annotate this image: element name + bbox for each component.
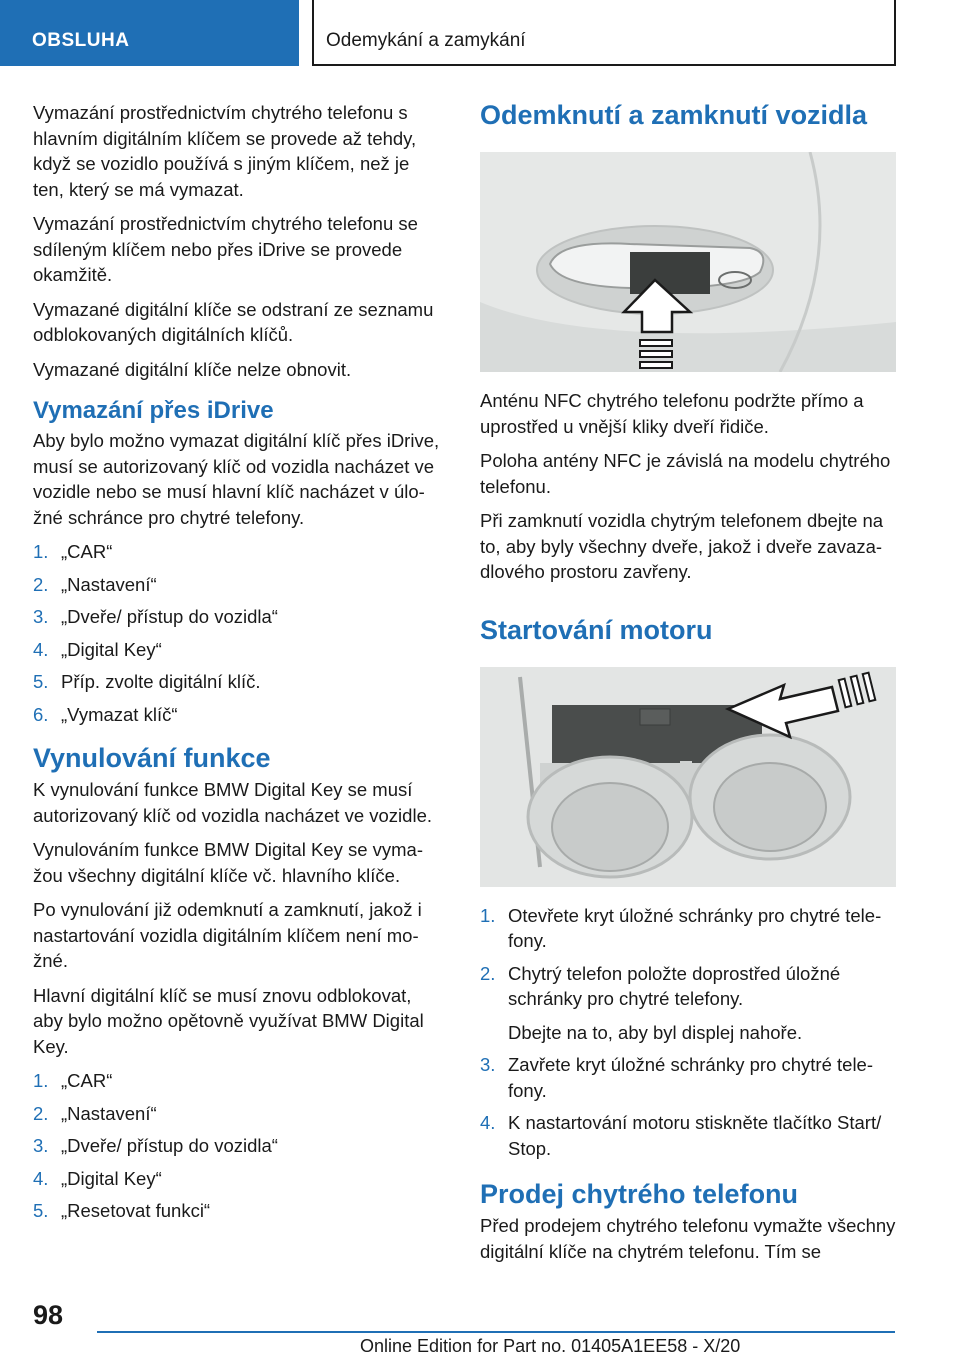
intro-paragraph: Vymazané digitální klíče se odstraní ze seznamu odblokovaných digitálních klíčů. [33,298,434,345]
step-number: 4. [480,1112,496,1133]
step-number: 1. [480,904,496,926]
list-item [33,1166,443,1192]
list-item [480,1052,898,1103]
step-note: Dbejte na to, aby byl displej nahoře. [508,1021,803,1043]
list-item [33,637,443,663]
idrive-heading: Vymazání přes iDrive [33,397,274,424]
start-steps [480,903,898,1162]
step-text: „Digital Key“ [61,638,162,660]
list-item [33,1133,443,1159]
step-text: „CAR“ [61,1070,113,1091]
step-number: 3. [33,1135,49,1156]
step-number: 2. [33,1102,49,1124]
right-column [480,100,898,1273]
reset-steps [33,1068,443,1224]
list-item [33,604,443,630]
intro-paragraph: Vymazání prostřednictvím chytrého telefonu s hlavním digitálním klíčem se provede až tehdy, když se vozidlo používá s jiným klíčem, než je ten, který se má vymazat. [33,102,417,200]
step-text: K nastartování motoru stiskněte tlačítko Start/ Stop. [508,1112,882,1159]
step-text: „Vymazat klíč“ [61,703,178,725]
list-item [33,539,443,565]
list-item [480,961,898,1046]
step-number: 1. [33,541,49,562]
unlock-paragraph: Při zamknutí vozidla chytrým telefonem dbejte na to, aby byly všechny dveře, jakož i dveře zavazadlového prostoru zavřeny. [480,510,884,582]
phone-tray-drawing [480,667,896,887]
start-heading: Startování motoru [480,614,713,645]
list-item [33,1068,443,1094]
step-text: Chytrý telefon položte doprostřed úložné schránky pro chytré telefony. [508,962,841,1009]
door-handle-drawing [480,152,896,372]
list-item [33,1198,443,1224]
reset-paragraph: Hlavní digitální klíč se musí znovu odblokovat, aby bylo možno opětovně využívat BMW Digital Key. [33,984,424,1057]
list-item [33,702,443,728]
step-number: 4. [33,638,49,660]
page-header [0,0,960,66]
chapter-title: Odemykání a zamykání [312,0,896,66]
step-text: „Dveře/ přístup do vozidla“ [61,606,278,627]
step-number: 3. [480,1054,496,1075]
list-item [33,572,443,598]
idrive-paragraph: Aby bylo možno vymazat digitální klíč přes iDrive, musí se autorizovaný klíč od vozidla nacházet ve vozidle nebo se musí hlavní klíč nacházet v úložné schránce pro chytré telefony. [33,430,440,528]
door-handle-illustration [480,152,896,372]
step-number: 1. [33,1070,49,1091]
step-text: Příp. zvolte digitální klíč. [61,671,261,692]
unlock-heading: Odemknutí a zamknutí vozidla [480,100,868,130]
step-text: „Nastavení“ [61,1102,157,1124]
list-item [480,1110,898,1161]
section-tab: OBSLUHA [0,0,299,66]
reset-paragraph: Po vynulování již odemknutí a zamknutí, jakož i nastartování vozidla digitálním klíčem není možné. [33,899,422,971]
phone-tray-illustration [480,667,896,887]
step-number: 6. [33,703,49,725]
step-text: „Digital Key“ [61,1167,162,1189]
unlock-paragraph: Anténu NFC chytrého telefonu podržte přímo a uprostřed u vnější kliky dveří řidiče. [480,390,864,437]
intro-paragraph: Vymazané digitální klíče nelze obnovit. [33,358,352,380]
step-text: „Resetovat funkci“ [61,1200,211,1221]
page-number: 98 [33,1300,64,1330]
step-number: 3. [33,606,49,627]
step-number: 2. [33,573,49,595]
footer-divider [97,1331,895,1333]
reset-heading: Vynulování funkce [33,743,271,773]
list-item [480,903,898,954]
step-number: 5. [33,1200,49,1221]
list-item [33,669,443,695]
step-text: „Dveře/ přístup do vozidla“ [61,1135,278,1156]
edition-note: Online Edition for Part no. 01405A1EE58 - X/20 [360,1336,741,1356]
step-text: Zavřete kryt úložné schránky pro chytré telefony. [508,1054,874,1101]
step-text: „Nastavení“ [61,573,157,595]
step-number: 4. [33,1167,49,1189]
reset-paragraph: K vynulování funkce BMW Digital Key se musí autorizovaný klíč od vozidla nacházet ve vozidle. [33,779,432,826]
list-item [33,1101,443,1127]
sell-heading: Prodej chytrého telefonu [480,1179,799,1209]
sell-paragraph: Před prodejem chytrého telefonu vymažte všechny digitální klíče na chytrém telefonu. Tím se [480,1215,896,1262]
step-number: 2. [480,962,496,984]
step-text: „CAR“ [61,541,113,562]
idrive-steps [33,539,443,727]
unlock-paragraph: Poloha antény NFC je závislá na modelu chytrého telefonu. [480,450,891,497]
step-text: Otevřete kryt úložné schránky pro chytré telefony. [508,904,882,951]
reset-paragraph: Vynulováním funkce BMW Digital Key se vymažou všechny digitální klíče vč. hlavního klíče. [33,839,424,886]
intro-paragraph: Vymazání prostřednictvím chytrého telefonu se sdíleným klíčem nebo přes iDrive se provede okamžitě. [33,213,418,285]
step-number: 5. [33,671,49,692]
left-column [33,100,443,1231]
